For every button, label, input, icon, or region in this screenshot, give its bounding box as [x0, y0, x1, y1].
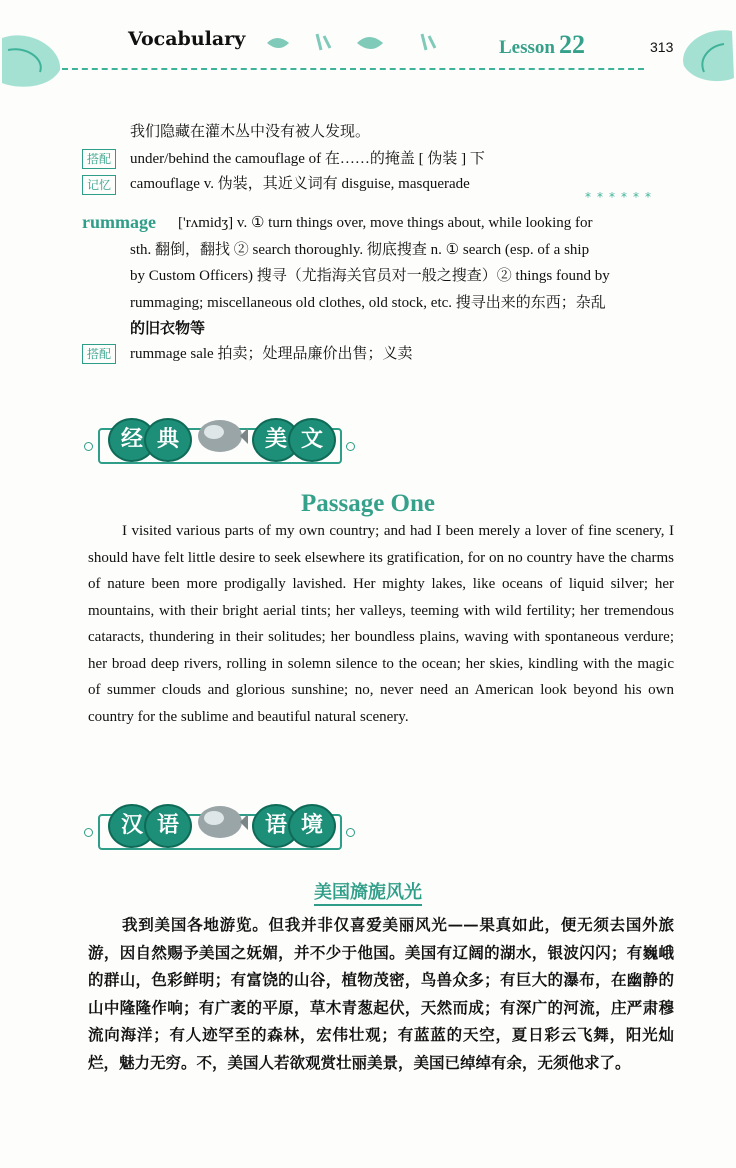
- entry-line: rummaging; miscellaneous old clothes, old stock, etc. 搜寻出来的东西；杂乱: [130, 294, 606, 311]
- translation-title: 美国旖旎风光: [0, 878, 736, 904]
- translation-paragraph: 我到美国各地游览。但我并非仅喜爱美丽风光——果真如此，便无须去国外旅游，因自然赐予美国之妩媚，并不少于他国。美国有辽阔的湖水，银波闪闪；有巍峨的群山，色彩鲜明；有富饶的山谷，植物茂密，鸟兽众多；有巨大的瀑布，在幽静的山中隆隆作响；有广袤的平原，草木青葱起伏，天然而成；有深广的河流，庄严肃穆流向海洋；有人迹罕至的森林，宏伟壮观；有蓝蓝的天空，夏日彩云飞舞，阳光灿烂，魅力无穷。不，美国人若欲观赏壮丽美景，美国已绰绰有余，无须他求了。: [88, 915, 674, 1072]
- section-banner-classic: [84, 414, 364, 464]
- example-sentence: 我们隐藏在灌木丛中没有被人发现。: [130, 122, 371, 140]
- entry-line: by Custom Officers) 搜寻（尤指海关官员对一般之搜查）② things found by: [130, 268, 610, 284]
- collocation-tag: 搭配: [82, 344, 116, 364]
- banner-dot: [346, 828, 355, 837]
- header-title: Vocabulary: [128, 28, 246, 50]
- entry-definition: [130, 210, 678, 343]
- translation-body: [88, 911, 674, 1076]
- header-divider: [62, 68, 644, 70]
- banner-dot: [84, 828, 93, 837]
- entry-line: ['rʌmidʒ] v. ① turn things over, move things about, while looking for: [178, 215, 593, 231]
- page-number: 313: [650, 39, 674, 55]
- entry-headword: rummage: [82, 212, 156, 232]
- banner-badge: 境: [288, 804, 336, 848]
- fish-row-icon: [262, 28, 462, 54]
- banner-dot: [84, 442, 93, 451]
- entry-line: sth. 翻倒，翻找 ② search thoroughly. 彻底搜查 n. ① search (esp. of a ship: [130, 241, 590, 258]
- banner-badge: 汉: [108, 804, 156, 848]
- collocation-line: under/behind the camouflage of 在……的掩盖 [ 伪装 ] 下: [130, 151, 485, 167]
- passage-paragraph: I visited various parts of my own country; and had I been merely a lover of fine scenery, I should have felt little desire to seek elsewhere its gratification, for on no country have the charms of nature been more prodigally lavished. Her mighty lakes, like oceans of liquid silver; her mountains, with their bright aerial tints; her valleys, teeming with wild fertility; her tremendous cataracts, thundering in their solitudes; her boundless plains, waving with spontaneous verdure; her broad deep rivers, rolling in solemn silence to the ocean; her skies, kindling with the magic of summer clouds and glorious sunshine; no, never need an American look beyond his own country for the sublime and beautiful natural scenery.: [88, 523, 674, 725]
- entry-line: 的旧衣物等: [130, 321, 206, 337]
- divider-stars: ******: [585, 190, 657, 204]
- fish-icon: [194, 800, 248, 844]
- lesson-label: Lesson 22: [499, 30, 585, 59]
- fish-icon: [194, 414, 248, 458]
- memory-line: camouflage v. 伪装，其近义词有 disguise, masquerade: [130, 176, 470, 192]
- passage-title: Passage One: [300, 490, 436, 517]
- lesson-number: 22: [558, 30, 585, 59]
- banner-dot: [346, 442, 355, 451]
- passage-body: [88, 518, 674, 730]
- banner-badge: 语: [144, 804, 192, 848]
- collocation-line: rummage sale 拍卖；处理品廉价出售；义卖: [130, 346, 413, 362]
- banner-badge: 典: [144, 418, 192, 462]
- collocation-tag: 搭配: [82, 149, 116, 169]
- section-banner-chinese: [84, 800, 364, 850]
- fish-decoration-icon: [672, 26, 736, 86]
- memory-tag: 记忆: [82, 175, 116, 195]
- banner-badge: 美: [252, 418, 300, 462]
- banner-badge: 经: [108, 418, 156, 462]
- banner-badge: 文: [288, 418, 336, 462]
- banner-badge: 语: [252, 804, 300, 848]
- fish-decoration-icon: [0, 28, 70, 98]
